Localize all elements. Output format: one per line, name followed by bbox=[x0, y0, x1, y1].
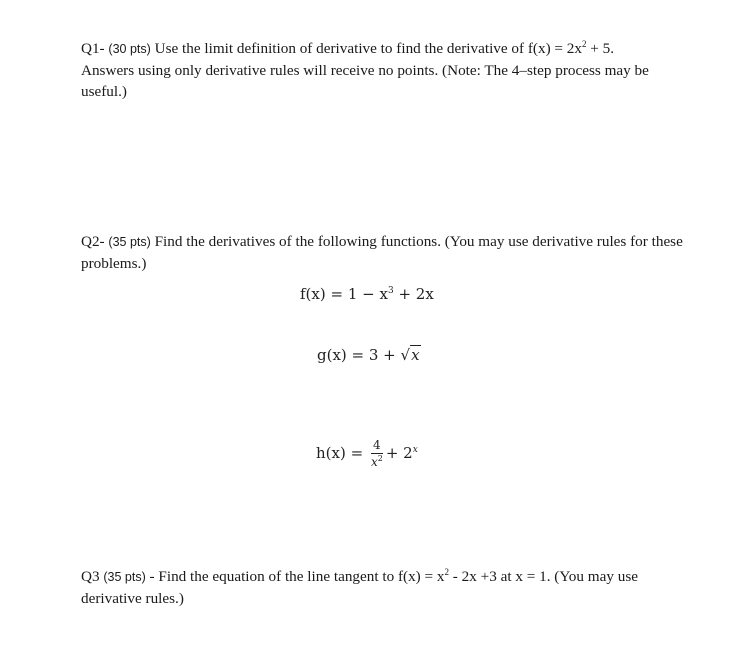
fraction-denominator bbox=[371, 454, 383, 470]
question-1-exponent: 2 bbox=[581, 38, 587, 49]
equation-g bbox=[317, 346, 421, 364]
square-root bbox=[401, 346, 421, 364]
equation-h bbox=[316, 438, 418, 470]
question-1-points: (30 pts) bbox=[108, 42, 151, 56]
question-2-text: Find the derivatives of the following functions. (You may use derivative rules for these problems.) bbox=[81, 233, 683, 272]
question-1 bbox=[81, 38, 691, 102]
question-2-points: (35 pts) bbox=[108, 235, 151, 249]
question-3 bbox=[81, 566, 691, 609]
question-2 bbox=[81, 231, 691, 274]
question-3-exponent: 2 bbox=[444, 566, 449, 577]
fraction-numerator: 4 bbox=[371, 438, 383, 454]
question-3-label: Q3 bbox=[81, 568, 104, 585]
equation-f-exponent: 3 bbox=[387, 286, 394, 296]
question-3-text-end: - 2x +3 at x = 1. (You may use derivative rules.) bbox=[81, 568, 638, 607]
equation-f bbox=[300, 285, 434, 303]
equation-f-lhs: f(x) = 1 − x bbox=[300, 285, 388, 303]
question-3-points: (35 pts) bbox=[103, 570, 146, 584]
question-1-label: Q1- bbox=[81, 40, 109, 57]
question-3-text: - Find the equation of the line tangent to f(x) = x bbox=[145, 568, 445, 585]
denominator-exponent: 2 bbox=[377, 454, 383, 463]
question-1-note: Answers using only derivative rules will receive no points. (Note: The 4–step process may be useful.) bbox=[81, 62, 649, 100]
question-1-text-end: + 5. bbox=[586, 40, 615, 57]
equation-h-rhs: + 2 bbox=[385, 444, 413, 462]
denominator-base: x bbox=[370, 455, 378, 469]
equation-h-lhs: h(x) = bbox=[316, 444, 368, 462]
question-2-label: Q2- bbox=[81, 233, 109, 250]
equation-f-rhs: + 2x bbox=[393, 285, 434, 303]
question-1-text: Use the limit definition of derivative to find the derivative of f(x) = 2x bbox=[150, 40, 582, 57]
radical-sign: √ bbox=[400, 346, 411, 364]
equation-h-rhs-exponent: x bbox=[412, 445, 418, 455]
radicand: x bbox=[411, 346, 420, 364]
equation-g-lhs: g(x) = 3 + bbox=[317, 346, 401, 364]
fraction bbox=[371, 438, 383, 470]
